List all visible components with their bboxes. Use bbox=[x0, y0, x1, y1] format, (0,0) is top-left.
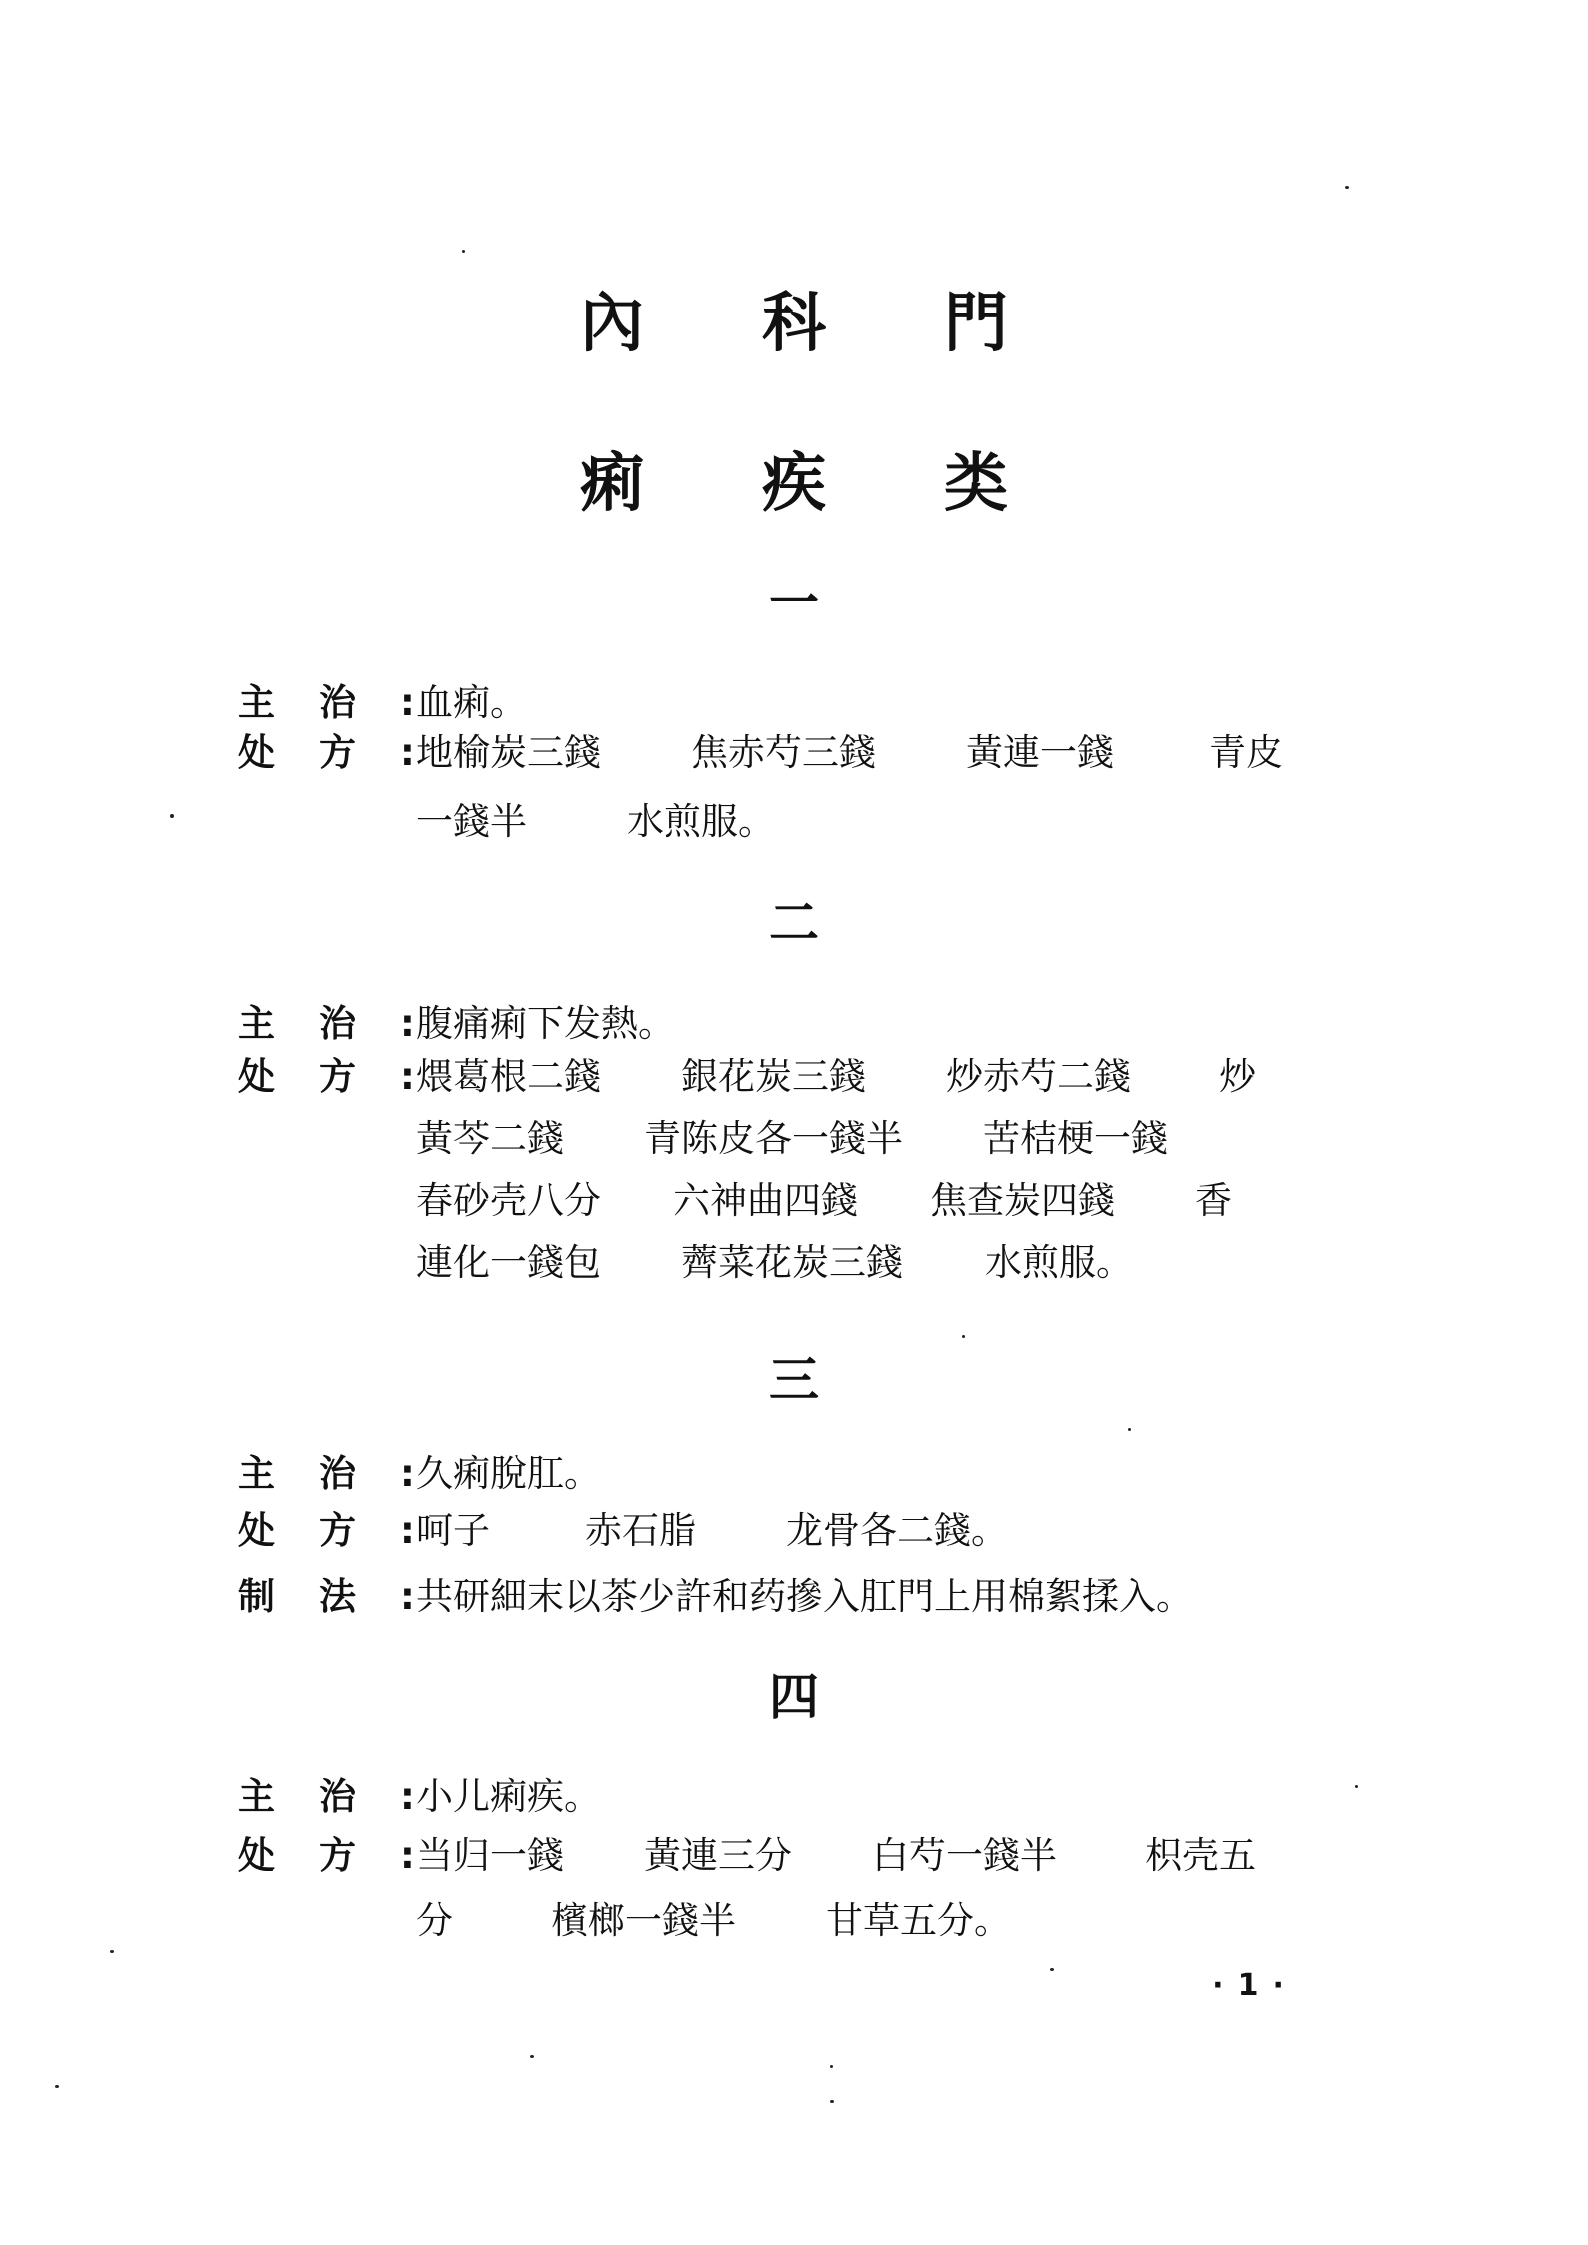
method-text: 共研細末以茶少許和药摻入肛門上用棉絮揉入。 bbox=[416, 1575, 1193, 1618]
prescription-label: 处方: bbox=[238, 1055, 415, 1098]
prescription-row bbox=[416, 731, 1283, 774]
ingredient: 青皮 bbox=[1209, 731, 1283, 774]
ingredient: 当归一錢 bbox=[416, 1834, 564, 1877]
ingredient: 赤石脂 bbox=[585, 1509, 696, 1552]
ingredient: 連化一錢包 bbox=[416, 1241, 601, 1284]
indication-text: 小儿痢疾。 bbox=[416, 1775, 601, 1818]
ingredient: 黃連一錢 bbox=[966, 731, 1114, 774]
prescription-row bbox=[416, 1117, 1168, 1160]
scan-speck bbox=[1050, 1968, 1054, 1971]
ingredient: 青陈皮各一錢半 bbox=[644, 1117, 903, 1160]
indication-text: 血痢。 bbox=[416, 681, 527, 724]
scan-speck bbox=[530, 2055, 534, 2058]
prescription-row bbox=[416, 1899, 1011, 1942]
scan-speck bbox=[830, 2065, 833, 2068]
ingredient: 薺菜花炭三錢 bbox=[681, 1241, 903, 1284]
indication-text: 久痢脫肛。 bbox=[416, 1452, 601, 1495]
prescription-row bbox=[416, 1055, 1256, 1098]
ingredient: 春砂壳八分 bbox=[416, 1179, 601, 1222]
ingredient: 龙骨各二錢。 bbox=[786, 1509, 1008, 1552]
indication-line-3 bbox=[238, 1452, 1368, 1495]
ingredient: 水煎服。 bbox=[985, 1241, 1133, 1284]
ingredient: 分 bbox=[416, 1899, 453, 1942]
scan-speck bbox=[1355, 1785, 1358, 1788]
ingredient: 黃連三分 bbox=[644, 1834, 792, 1877]
scan-speck bbox=[462, 250, 465, 253]
prescription-label: 处方: bbox=[238, 1834, 415, 1877]
prescription-row bbox=[416, 800, 775, 843]
method-label: 制法: bbox=[238, 1575, 415, 1618]
prescription-label: 处方: bbox=[238, 731, 415, 774]
prescription-row bbox=[416, 1241, 1133, 1284]
section-number-4: 四 bbox=[769, 1668, 819, 1726]
prescription-row bbox=[416, 1179, 1232, 1222]
ingredient: 水煎服。 bbox=[627, 800, 775, 843]
ingredient: 黃芩二錢 bbox=[416, 1117, 564, 1160]
indication-line-2 bbox=[238, 1002, 1368, 1045]
ingredient: 一錢半 bbox=[416, 800, 527, 843]
scan-speck bbox=[1345, 186, 1349, 189]
ingredient: 焦查炭四錢 bbox=[930, 1179, 1115, 1222]
scan-speck bbox=[170, 814, 174, 818]
scan-speck bbox=[55, 2085, 59, 2088]
ingredient: 六神曲四錢 bbox=[673, 1179, 858, 1222]
ingredient: 白芍一錢半 bbox=[872, 1834, 1057, 1877]
indication-label: 主治: bbox=[238, 1775, 415, 1818]
scan-speck bbox=[1128, 1428, 1131, 1431]
ingredient: 炒 bbox=[1219, 1055, 1256, 1098]
ingredient: 煨葛根二錢 bbox=[416, 1055, 601, 1098]
ingredient: 香 bbox=[1195, 1179, 1232, 1222]
section-number-3: 三 bbox=[769, 1351, 819, 1409]
indication-line-1 bbox=[238, 681, 1368, 724]
method-line bbox=[238, 1575, 1368, 1618]
category-title: 痢疾类 bbox=[580, 447, 1126, 521]
ingredient: 甘草五分。 bbox=[826, 1899, 1011, 1942]
scan-speck bbox=[830, 2100, 834, 2103]
prescription-row bbox=[416, 1509, 1008, 1552]
ingredient: 炒赤芍二錢 bbox=[946, 1055, 1131, 1098]
indication-label: 主治: bbox=[238, 1452, 415, 1495]
ingredient: 苦桔梗一錢 bbox=[983, 1117, 1168, 1160]
scan-speck bbox=[962, 1335, 965, 1338]
chapter-title: 內科門 bbox=[580, 287, 1126, 361]
page-number: ·1· bbox=[1212, 1968, 1298, 2003]
section-number-1: 一 bbox=[769, 574, 819, 632]
ingredient: 銀花炭三錢 bbox=[681, 1055, 866, 1098]
ingredient: 呵子 bbox=[416, 1509, 490, 1552]
ingredient: 地榆炭三錢 bbox=[416, 731, 601, 774]
prescription-label: 处方: bbox=[238, 1509, 415, 1552]
ingredient: 枳壳五 bbox=[1145, 1834, 1256, 1877]
prescription-row bbox=[416, 1834, 1256, 1877]
indication-text: 腹痛痢下发熱。 bbox=[416, 1002, 675, 1045]
section-number-2: 二 bbox=[769, 894, 819, 952]
ingredient: 焦赤芍三錢 bbox=[691, 731, 876, 774]
ingredient: 檳榔一錢半 bbox=[551, 1899, 736, 1942]
indication-label: 主治: bbox=[238, 681, 415, 724]
scan-speck bbox=[110, 1950, 114, 1953]
indication-label: 主治: bbox=[238, 1002, 415, 1045]
indication-line-4 bbox=[238, 1775, 1368, 1818]
